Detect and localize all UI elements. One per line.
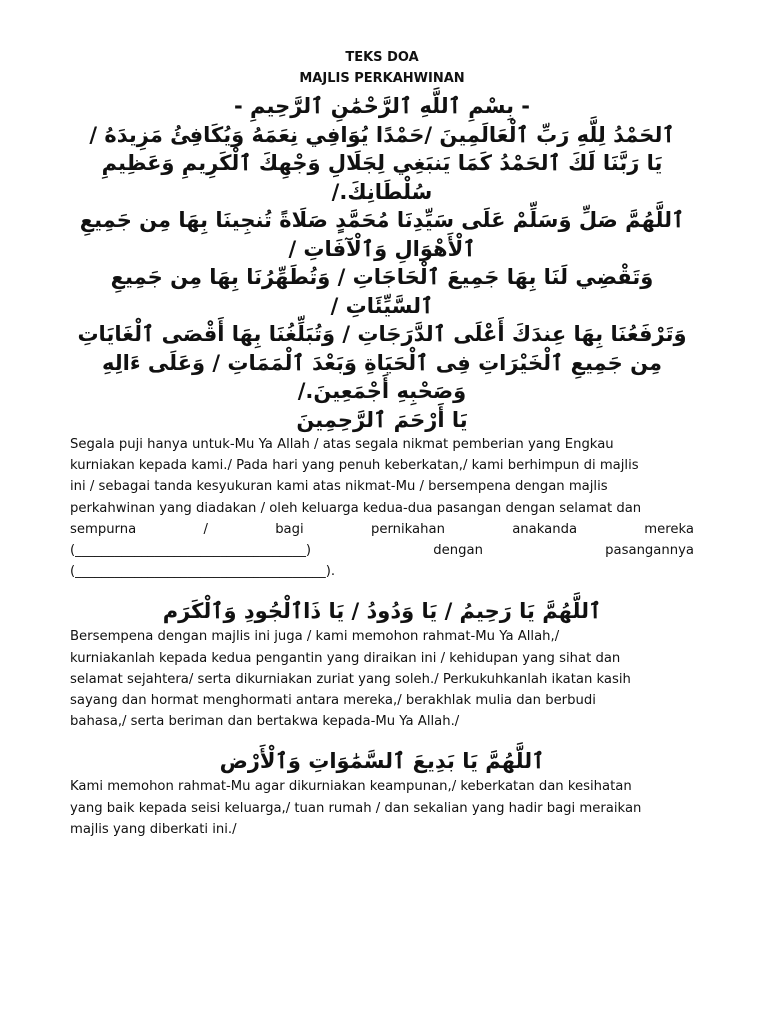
arabic-invocation-heading: ٱللَّهُمَّ يَا بَدِيعَ ٱلسَّمَٰوَاتِ وَٱلْأَرْض <box>219 749 545 774</box>
paragraph-line: kurniakanlah kepada kedua pengantin yang diraikan ini / kehidupan yang sihat dan <box>70 650 621 666</box>
paragraph-line <box>70 540 694 561</box>
paragraph-line <box>70 519 694 540</box>
arabic-prayer-line: وَتَقْضِي لَنَا بِهَا جَمِيعَ ٱلْحَاجَاتِ / وَتُطَهِّرُنَا بِهَا مِن جَمِيعِ ٱلسَّيِّئَاتِ / <box>110 265 654 318</box>
arabic-opening-prayer <box>70 92 694 434</box>
arabic-prayer-line: يَا أَرْحَمَ ٱلرَّحِمِينَ <box>296 407 468 432</box>
arabic-prayer-line: ٱللَّهُمَّ صَلِّ وَسَلِّمْ عَلَى سَيِّدِنَا مُحَمَّدٍ صَلَاةً تُنجِينَا بِهَا مِن جَمِيعِ ٱلْأَهْوَالِ وَٱلْآفَاتِ / <box>79 208 685 261</box>
paragraph-line: Bersempena dengan majlis ini juga / kami memohon rahmat-Mu Ya Allah,/ <box>70 629 560 645</box>
malay-paragraph-praise <box>70 434 694 582</box>
word: anakanda <box>512 521 578 537</box>
arabic-prayer-line: ٱلحَمْدُ لِلَّهِ رَبِّ ٱلْعَالَمِينَ /حَمْدًا يُوَافِي نِعَمَهُ وَيُكَافِئُ مَزِيدَهُ / <box>89 122 675 147</box>
arabic-invocation-heading: ٱللَّهُمَّ يَا رَحِيمُ / يَا وَدُودُ / يَا ذَاٱلْجُودِ وَٱلْكَرَم <box>162 599 602 624</box>
paragraph-line: ini / sebagai tanda kesyukuran kami atas nikmat-Mu / bersempena dengan majlis <box>70 479 608 495</box>
groom-name-blank: (___________________________________) <box>70 543 312 559</box>
paragraph-line: majlis yang diberkati ini./ <box>70 821 237 837</box>
paragraph-line: kurniakan kepada kami./ Pada hari yang penuh keberkatan,/ kami berhimpun di majlis <box>70 458 639 474</box>
word: mereka <box>644 521 694 537</box>
arabic-prayer-line: مِن جَمِيعِ ٱلْخَيْرَاتِ فِى ٱلْحَيَاةِ وَبَعْدَ ٱلْمَمَاتِ / وَعَلَى ءَالِهِ وَصَحْبِهِ أَجْمَعِينَ./ <box>102 350 662 403</box>
arabic-prayer-line: يَا رَبَّنَا لَكَ ٱلحَمْدُ كَمَا يَنبَغِي لِجَلَالِ وَجْهِكَ ٱلْكَرِيمِ وَعَظِيمِ سُلْطَانِكَ./ <box>101 151 663 204</box>
paragraph-line: perkahwinan yang diadakan / oleh keluarga kedua-dua pasangan dengan selamat dan <box>70 500 642 516</box>
document-title: TEKS DOA <box>345 50 419 65</box>
word: pernikahan <box>370 521 445 537</box>
word: bagi <box>275 521 304 537</box>
paragraph-line: bahasa,/ serta beriman dan bertakwa kepada-Mu Ya Allah./ <box>70 714 460 730</box>
word: pasangannya <box>605 543 694 559</box>
document-subtitle: MAJLIS PERKAHWINAN <box>299 71 465 86</box>
paragraph-line: yang baik kepada seisi keluarga,/ tuan rumah / dan sekalian yang hadir bagi meraikan <box>70 800 642 816</box>
bride-name-blank: (______________________________________). <box>70 564 336 580</box>
paragraph-line: selamat sejahtera/ serta dikurniakan zuriat yang soleh./ Perkukuhkanlah ikatan kasih <box>70 671 631 687</box>
malay-paragraph-family <box>70 776 694 840</box>
word: dengan <box>433 543 483 559</box>
malay-paragraph-couple <box>70 626 694 732</box>
word: sempurna <box>70 521 137 537</box>
document-page <box>70 48 694 840</box>
paragraph-line: Kami memohon rahmat-Mu agar dikurniakan keampunan,/ keberkatan dan kesihatan <box>70 779 632 795</box>
arabic-basmala: - بِسْمِ ٱللَّهِ ٱلرَّحْمَٰنِ ٱلرَّحِيمِ - <box>234 94 530 118</box>
word: / <box>203 521 208 537</box>
paragraph-line: sayang dan hormat menghormati antara mereka,/ berakhlak mulia dan berbudi <box>70 693 596 709</box>
paragraph-line: Segala puji hanya untuk-Mu Ya Allah / atas segala nikmat pemberian yang Engkau <box>70 437 614 452</box>
arabic-prayer-line: وَتَرْفَعُنَا بِهَا عِندَكَ أَعْلَى ٱلدَّرَجَاتِ / وَتُبَلِّغُنَا بِهَا أَقْصَى ٱلْغَايَاتِ <box>77 322 687 346</box>
